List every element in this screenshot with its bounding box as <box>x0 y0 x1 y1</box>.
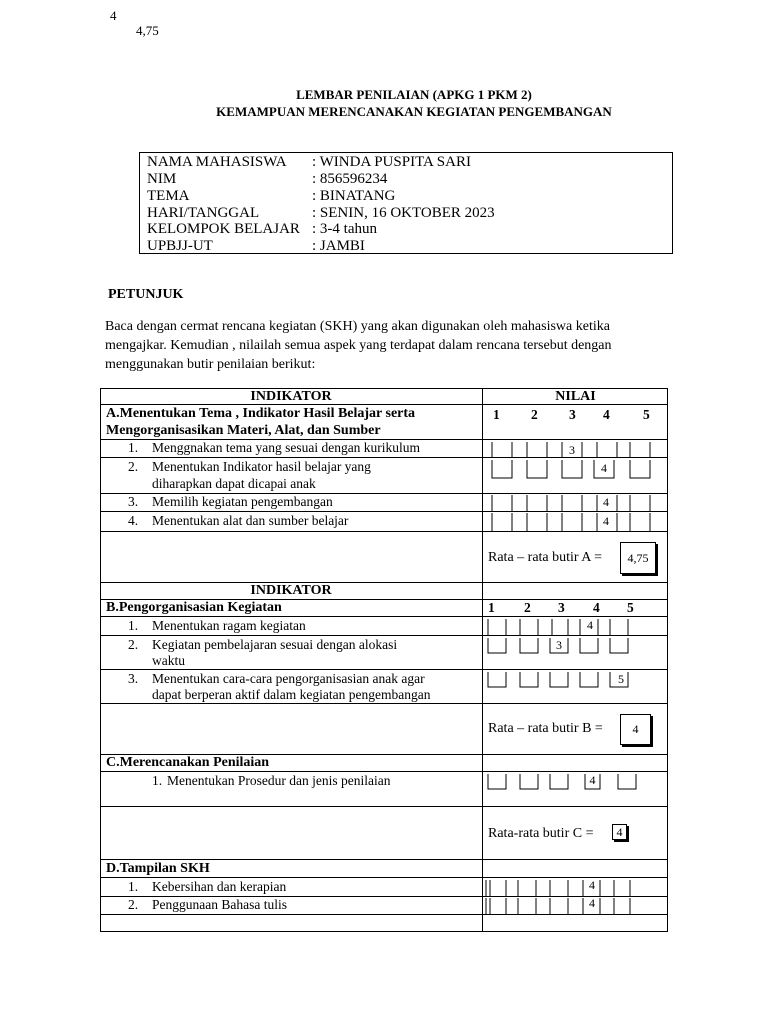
item-number: 3. <box>128 494 139 509</box>
score-value: 4 <box>601 461 607 475</box>
header-nilai: NILAI <box>555 389 596 404</box>
score-boxes-c <box>488 774 636 789</box>
item-number: 2. <box>128 459 139 474</box>
item-number: 2. <box>128 637 139 652</box>
avg-a-label: Rata – rata butir A = <box>488 550 603 565</box>
avg-b-value: 4 <box>620 714 651 745</box>
item-label: Menentukan alat dan sumber belajar <box>152 513 349 528</box>
header-indikator: INDIKATOR <box>250 389 332 404</box>
form-subtitle: KEMAMPUAN MERENCANAKAN KEGIATAN PENGEMBANGAN <box>216 104 612 119</box>
item-number: 1. <box>128 440 139 455</box>
item-label: Menentukan cara-cara pengorganisasian anak agar <box>152 671 425 686</box>
item-number: 1. <box>128 879 139 894</box>
score-value: 4 <box>589 878 595 892</box>
item-number: 2. <box>128 897 139 912</box>
score-value: 4 <box>589 896 595 910</box>
avg-b-label: Rata – rata butir B = <box>488 721 603 736</box>
score-boxes-b <box>488 619 628 687</box>
scale-4: 4 <box>593 600 600 615</box>
item-number: 1. <box>128 618 139 633</box>
avg-c-label: Rata-rata butir C = <box>488 826 594 841</box>
item-label: Penggunaan Bahasa tulis <box>152 897 287 912</box>
info-value: : 856596234 <box>312 171 388 187</box>
score-value: 3 <box>569 443 575 457</box>
score-value: 4 <box>589 773 596 787</box>
scale-3: 3 <box>558 600 565 615</box>
info-label: HARI/TANGGAL <box>147 205 260 221</box>
student-info-box <box>139 152 673 254</box>
section-c-title: C.Merencanakan Penilaian <box>106 755 270 770</box>
scale-2: 2 <box>531 407 538 422</box>
info-label: KELOMPOK BELAJAR <box>147 221 300 237</box>
section-a-title: A.Menentukan Tema , Indikator Hasil Belajar serta <box>106 406 416 421</box>
scale-5: 5 <box>627 600 634 615</box>
info-value: : WINDA PUSPITA SARI <box>312 154 471 170</box>
avg-a-value: 4,75 <box>620 542 656 574</box>
item-label: Menentukan Indikator hasil belajar yang <box>152 459 371 474</box>
info-label: NIM <box>147 171 177 187</box>
scale-4: 4 <box>603 407 610 422</box>
item-label: Memilih kegiatan pengembangan <box>152 494 333 509</box>
scale-2: 2 <box>524 600 531 615</box>
header-indikator-b: INDIKATOR <box>250 583 332 598</box>
scale-5: 5 <box>643 407 650 422</box>
form-title: LEMBAR PENILAIAN (APKG 1 PKM 2) <box>296 87 532 102</box>
avg-c-value: 4 <box>612 824 627 840</box>
info-value: : BINATANG <box>312 188 396 204</box>
score-boxes-d <box>486 880 630 914</box>
item-number: 3. <box>128 671 139 686</box>
item-label: Menggnakan tema yang sesuai dengan kurikulum <box>152 440 421 455</box>
scale-1: 1 <box>493 407 500 422</box>
item-label-cont: dapat berperan aktif dalam kegiatan pengembangan <box>152 687 431 702</box>
item-label-cont: diharapkan dapat dicapai anak <box>152 476 316 491</box>
item-number: 1. <box>152 773 163 788</box>
info-value: : SENIN, 16 OKTOBER 2023 <box>312 205 495 221</box>
item-number: 4. <box>128 513 139 528</box>
score-value: 3 <box>556 638 562 652</box>
score-value: 4 <box>603 495 609 509</box>
section-d-title: D.Tampilan SKH <box>106 861 210 876</box>
instructions-line: Baca dengan cermat rencana kegiatan (SKH) yang akan digunakan oleh mahasiswa ketika <box>105 319 610 334</box>
corner-number: 4 <box>110 8 117 23</box>
scale-1: 1 <box>488 600 495 615</box>
item-label: Kebersihan dan kerapian <box>152 879 287 894</box>
section-b-title: B.Pengorganisasian Kegiatan <box>106 600 282 615</box>
score-value: 4 <box>587 618 593 632</box>
score-value: 5 <box>618 672 624 686</box>
info-label: UPBJJ-UT <box>147 238 213 254</box>
instructions-heading: PETUNJUK <box>108 287 184 302</box>
info-value: : 3-4 tahun <box>312 221 377 237</box>
scale-3: 3 <box>569 407 576 422</box>
info-label: TEMA <box>147 188 190 204</box>
section-a-title-cont: Mengorganisasikan Materi, Alat, dan Sumber <box>106 423 381 438</box>
instructions-line: mengajkar. Kemudian , nilailah semua aspek yang terdapat dalam rencana tersebut dengan <box>105 338 612 353</box>
corner-average: 4,75 <box>136 23 159 38</box>
instructions-line: menggunakan butir penilaian berikut: <box>105 357 316 372</box>
info-value: : JAMBI <box>312 238 365 254</box>
item-label: Menentukan ragam kegiatan <box>152 618 306 633</box>
item-label-cont: waktu <box>152 653 185 668</box>
score-value: 4 <box>603 514 609 528</box>
item-label: Menentukan Prosedur dan jenis penilaian <box>167 773 391 788</box>
info-label: NAMA MAHASISWA <box>147 154 287 170</box>
item-label: Kegiatan pembelajaran sesuai dengan alokasi <box>152 637 398 652</box>
